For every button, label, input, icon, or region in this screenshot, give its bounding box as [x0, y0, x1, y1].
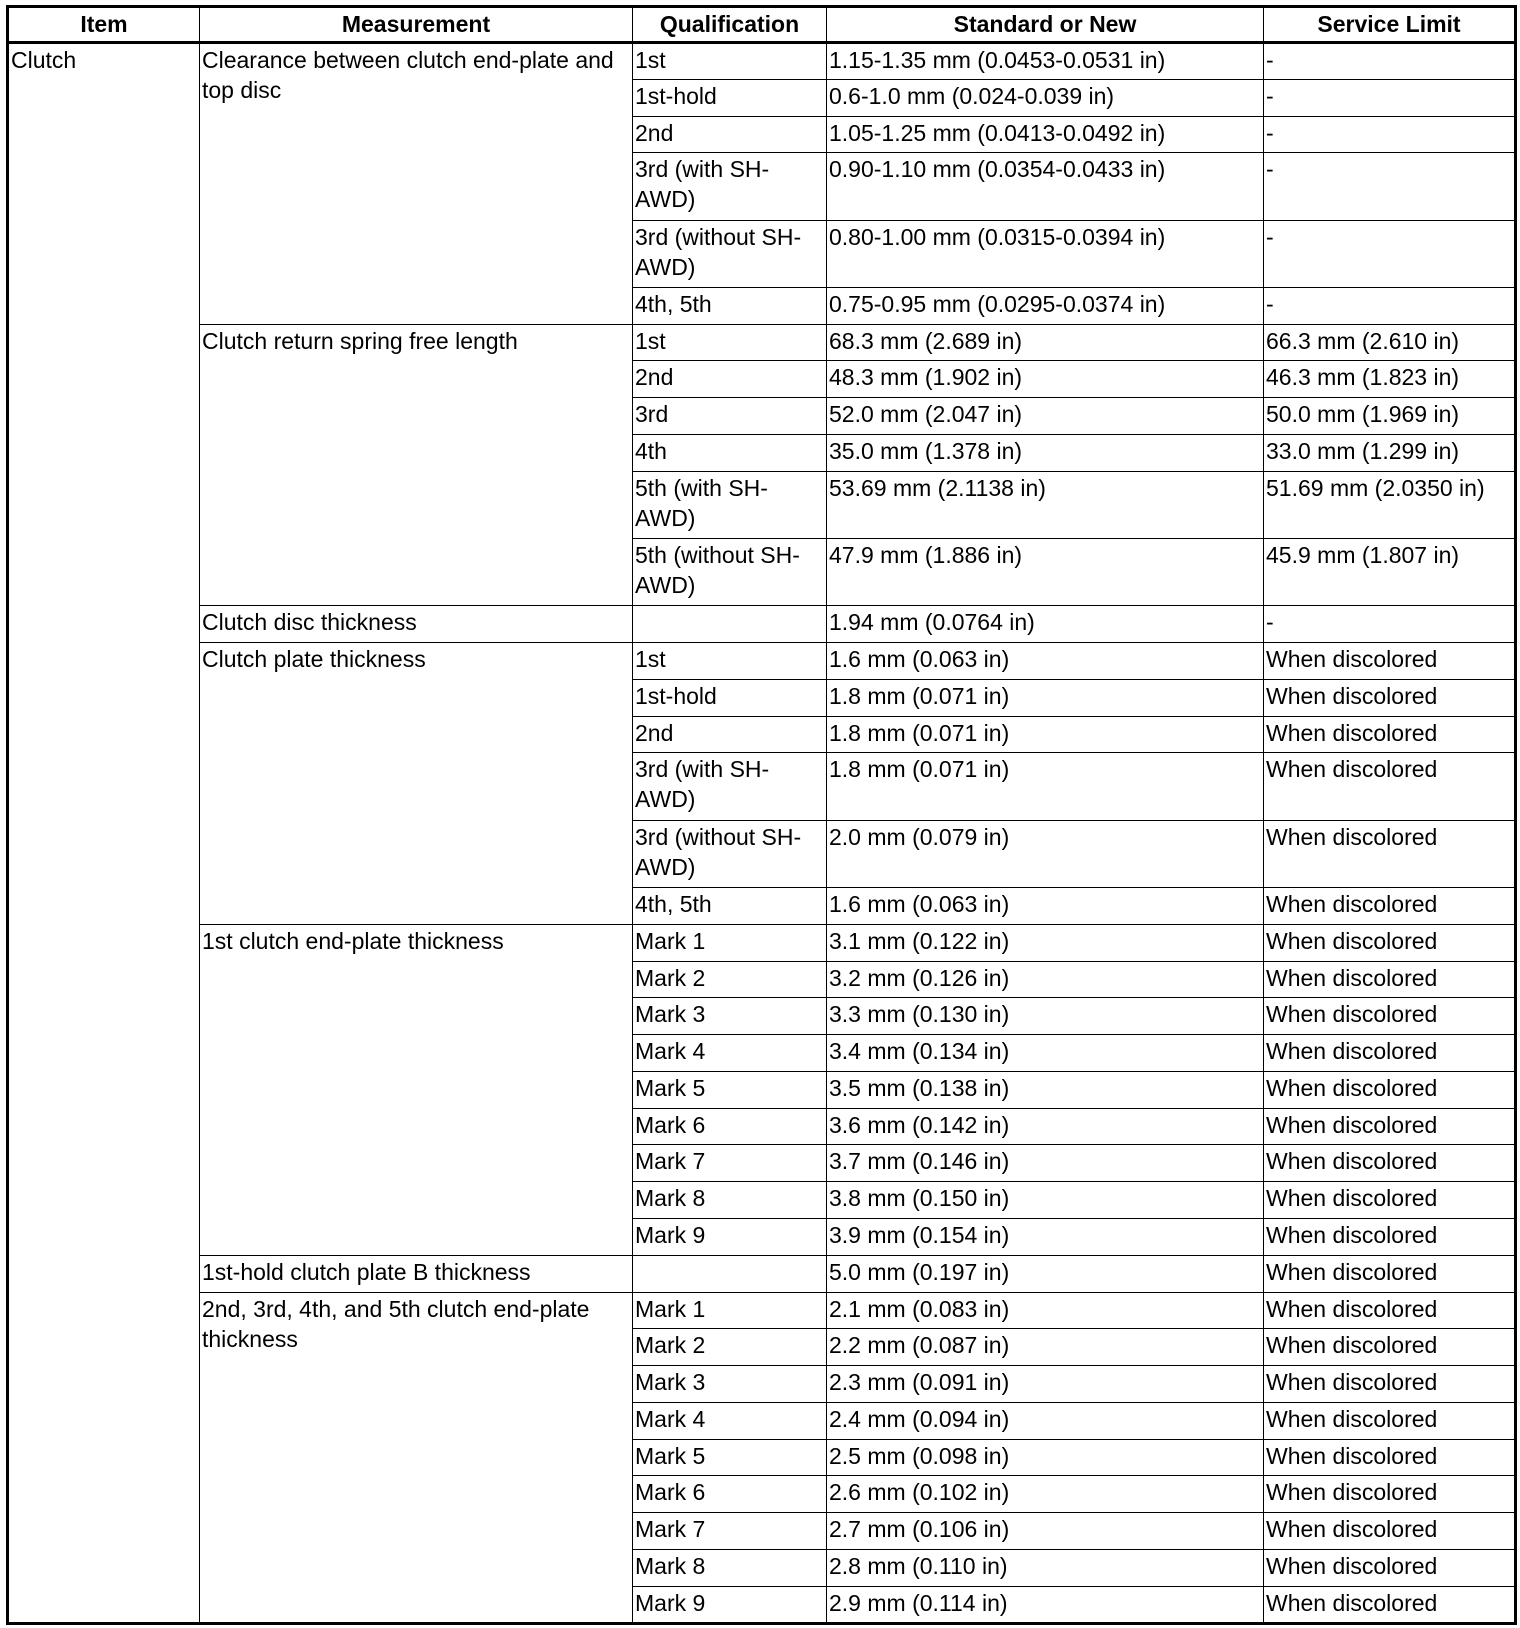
service-limit-cell: 50.0 mm (1.969 in)	[1264, 398, 1516, 435]
qualification-cell: 1st-hold	[633, 79, 827, 116]
table-row	[8, 43, 1516, 80]
service-limit-cell: When discolored	[1264, 1071, 1516, 1108]
service-limit-cell: When discolored	[1264, 1586, 1516, 1623]
qualification-cell: Mark 8	[633, 1182, 827, 1219]
service-limit-cell: -	[1264, 116, 1516, 153]
standard-cell: 3.8 mm (0.150 in)	[827, 1182, 1264, 1219]
clutch-spec-table	[6, 5, 1517, 1625]
qualification-cell: 1st	[633, 643, 827, 680]
col-header-qualification: Qualification	[633, 7, 827, 43]
standard-cell: 1.8 mm (0.071 in)	[827, 679, 1264, 716]
service-limit-cell: When discolored	[1264, 1402, 1516, 1439]
qualification-cell: 1st	[633, 324, 827, 361]
standard-cell: 2.8 mm (0.110 in)	[827, 1550, 1264, 1587]
standard-cell: 0.90-1.10 mm (0.0354-0.0433 in)	[827, 153, 1264, 220]
qualification-cell: 4th	[633, 435, 827, 472]
qualification-cell: Mark 7	[633, 1145, 827, 1182]
standard-cell: 0.75-0.95 mm (0.0295-0.0374 in)	[827, 287, 1264, 324]
qualification-cell: Mark 1	[633, 924, 827, 961]
qualification-cell: 4th, 5th	[633, 287, 827, 324]
service-limit-cell: When discolored	[1264, 998, 1516, 1035]
service-limit-cell: -	[1264, 287, 1516, 324]
service-limit-cell: -	[1264, 79, 1516, 116]
qualification-cell: 2nd	[633, 716, 827, 753]
service-limit-cell: When discolored	[1264, 1108, 1516, 1145]
service-limit-cell: 45.9 mm (1.807 in)	[1264, 539, 1516, 606]
measurement-cell: Clutch return spring free length	[200, 324, 633, 606]
qualification-cell: 3rd (with SH-AWD)	[633, 153, 827, 220]
standard-cell: 3.9 mm (0.154 in)	[827, 1219, 1264, 1256]
standard-cell: 3.7 mm (0.146 in)	[827, 1145, 1264, 1182]
standard-cell: 1.15-1.35 mm (0.0453-0.0531 in)	[827, 43, 1264, 80]
service-limit-cell: When discolored	[1264, 1255, 1516, 1292]
standard-cell: 52.0 mm (2.047 in)	[827, 398, 1264, 435]
service-limit-cell: When discolored	[1264, 961, 1516, 998]
service-limit-cell: -	[1264, 153, 1516, 220]
standard-cell: 3.4 mm (0.134 in)	[827, 1035, 1264, 1072]
table-row	[8, 1292, 1516, 1329]
qualification-cell: 2nd	[633, 116, 827, 153]
qualification-cell: 3rd (without SH-AWD)	[633, 820, 827, 887]
table-row	[8, 606, 1516, 643]
qualification-cell: 1st-hold	[633, 679, 827, 716]
qualification-cell: 5th (without SH-AWD)	[633, 539, 827, 606]
standard-cell: 1.6 mm (0.063 in)	[827, 643, 1264, 680]
standard-cell: 2.9 mm (0.114 in)	[827, 1586, 1264, 1623]
standard-cell: 1.8 mm (0.071 in)	[827, 716, 1264, 753]
standard-cell: 47.9 mm (1.886 in)	[827, 539, 1264, 606]
measurement-cell: 1st-hold clutch plate B thickness	[200, 1255, 633, 1292]
standard-cell: 3.1 mm (0.122 in)	[827, 924, 1264, 961]
standard-cell: 2.7 mm (0.106 in)	[827, 1513, 1264, 1550]
qualification-cell: Mark 9	[633, 1586, 827, 1623]
service-limit-cell: -	[1264, 43, 1516, 80]
standard-cell: 2.6 mm (0.102 in)	[827, 1476, 1264, 1513]
standard-cell: 2.4 mm (0.094 in)	[827, 1402, 1264, 1439]
qualification-cell	[633, 606, 827, 643]
service-limit-cell: When discolored	[1264, 679, 1516, 716]
qualification-cell: Mark 6	[633, 1476, 827, 1513]
service-limit-cell: When discolored	[1264, 1145, 1516, 1182]
service-limit-cell: When discolored	[1264, 753, 1516, 820]
col-header-item: Item	[8, 7, 200, 43]
standard-cell: 48.3 mm (1.902 in)	[827, 361, 1264, 398]
header-row	[8, 7, 1516, 43]
standard-cell: 3.6 mm (0.142 in)	[827, 1108, 1264, 1145]
qualification-cell: Mark 3	[633, 1366, 827, 1403]
measurement-cell: Clutch plate thickness	[200, 643, 633, 925]
standard-cell: 68.3 mm (2.689 in)	[827, 324, 1264, 361]
standard-cell: 35.0 mm (1.378 in)	[827, 435, 1264, 472]
qualification-cell: Mark 4	[633, 1402, 827, 1439]
standard-cell: 1.05-1.25 mm (0.0413-0.0492 in)	[827, 116, 1264, 153]
standard-cell: 2.5 mm (0.098 in)	[827, 1439, 1264, 1476]
standard-cell: 1.8 mm (0.071 in)	[827, 753, 1264, 820]
standard-cell: 5.0 mm (0.197 in)	[827, 1255, 1264, 1292]
service-limit-cell: When discolored	[1264, 1550, 1516, 1587]
qualification-cell: Mark 1	[633, 1292, 827, 1329]
service-limit-cell: When discolored	[1264, 1513, 1516, 1550]
qualification-cell: 4th, 5th	[633, 887, 827, 924]
service-limit-cell: When discolored	[1264, 1329, 1516, 1366]
table-row	[8, 924, 1516, 961]
service-limit-cell: 66.3 mm (2.610 in)	[1264, 324, 1516, 361]
qualification-cell: 3rd	[633, 398, 827, 435]
qualification-cell: Mark 4	[633, 1035, 827, 1072]
service-limit-cell: 33.0 mm (1.299 in)	[1264, 435, 1516, 472]
col-header-standard: Standard or New	[827, 7, 1264, 43]
service-limit-cell: When discolored	[1264, 924, 1516, 961]
table-body	[8, 43, 1516, 1624]
qualification-cell: Mark 2	[633, 1329, 827, 1366]
qualification-cell: Mark 3	[633, 998, 827, 1035]
qualification-cell: Mark 5	[633, 1439, 827, 1476]
table-row	[8, 1255, 1516, 1292]
spec-page	[6, 5, 1514, 1625]
standard-cell: 3.2 mm (0.126 in)	[827, 961, 1264, 998]
standard-cell: 1.94 mm (0.0764 in)	[827, 606, 1264, 643]
measurement-cell: 2nd, 3rd, 4th, and 5th clutch end-plate thickness	[200, 1292, 633, 1623]
service-limit-cell: -	[1264, 606, 1516, 643]
service-limit-cell: When discolored	[1264, 1219, 1516, 1256]
qualification-cell: Mark 9	[633, 1219, 827, 1256]
service-limit-cell: When discolored	[1264, 887, 1516, 924]
qualification-cell: Mark 2	[633, 961, 827, 998]
service-limit-cell: -	[1264, 220, 1516, 287]
qualification-cell: Mark 7	[633, 1513, 827, 1550]
standard-cell: 2.1 mm (0.083 in)	[827, 1292, 1264, 1329]
service-limit-cell: When discolored	[1264, 1292, 1516, 1329]
standard-cell: 53.69 mm (2.1138 in)	[827, 471, 1264, 538]
service-limit-cell: 51.69 mm (2.0350 in)	[1264, 471, 1516, 538]
standard-cell: 2.0 mm (0.079 in)	[827, 820, 1264, 887]
service-limit-cell: 46.3 mm (1.823 in)	[1264, 361, 1516, 398]
service-limit-cell: When discolored	[1264, 820, 1516, 887]
service-limit-cell: When discolored	[1264, 1439, 1516, 1476]
qualification-cell: 1st	[633, 43, 827, 80]
measurement-cell: Clearance between clutch end-plate and top disc	[200, 43, 633, 325]
qualification-cell: 3rd (without SH-AWD)	[633, 220, 827, 287]
measurement-cell: 1st clutch end-plate thickness	[200, 924, 633, 1255]
col-header-measurement: Measurement	[200, 7, 633, 43]
table-row	[8, 643, 1516, 680]
service-limit-cell: When discolored	[1264, 1182, 1516, 1219]
measurement-cell: Clutch disc thickness	[200, 606, 633, 643]
standard-cell: 2.2 mm (0.087 in)	[827, 1329, 1264, 1366]
table-row	[8, 324, 1516, 361]
qualification-cell: 2nd	[633, 361, 827, 398]
service-limit-cell: When discolored	[1264, 716, 1516, 753]
item-cell: Clutch	[8, 43, 200, 1624]
standard-cell: 2.3 mm (0.091 in)	[827, 1366, 1264, 1403]
qualification-cell: Mark 8	[633, 1550, 827, 1587]
service-limit-cell: When discolored	[1264, 1476, 1516, 1513]
standard-cell: 1.6 mm (0.063 in)	[827, 887, 1264, 924]
qualification-cell: 3rd (with SH-AWD)	[633, 753, 827, 820]
standard-cell: 0.6-1.0 mm (0.024-0.039 in)	[827, 79, 1264, 116]
service-limit-cell: When discolored	[1264, 643, 1516, 680]
qualification-cell	[633, 1255, 827, 1292]
qualification-cell: Mark 6	[633, 1108, 827, 1145]
qualification-cell: 5th (with SH-AWD)	[633, 471, 827, 538]
col-header-service-limit: Service Limit	[1264, 7, 1516, 43]
qualification-cell: Mark 5	[633, 1071, 827, 1108]
service-limit-cell: When discolored	[1264, 1366, 1516, 1403]
standard-cell: 3.5 mm (0.138 in)	[827, 1071, 1264, 1108]
service-limit-cell: When discolored	[1264, 1035, 1516, 1072]
standard-cell: 0.80-1.00 mm (0.0315-0.0394 in)	[827, 220, 1264, 287]
standard-cell: 3.3 mm (0.130 in)	[827, 998, 1264, 1035]
